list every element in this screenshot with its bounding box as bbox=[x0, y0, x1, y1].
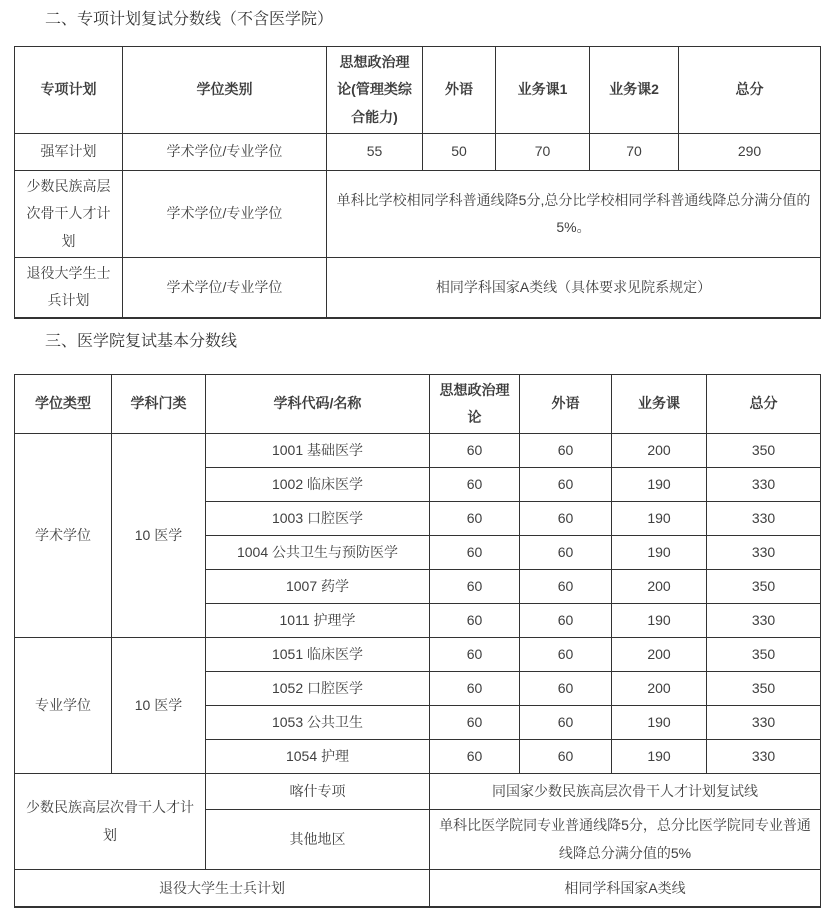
degree-category-cell: 学术学位/专业学位 bbox=[123, 134, 327, 171]
score-note-cell: 同国家少数民族高层次骨干人才计划复试线 bbox=[430, 774, 821, 810]
foreign-score-cell: 60 bbox=[520, 740, 612, 774]
col-header-degree-category: 学位类别 bbox=[123, 47, 327, 134]
col-header-special-plan: 专项计划 bbox=[15, 47, 123, 134]
col-header-foreign-language: 外语 bbox=[423, 47, 496, 134]
veteran-plan-label-cell: 退役大学生士兵计划 bbox=[15, 869, 430, 907]
col-header-total: 总分 bbox=[679, 47, 821, 134]
politics-score-cell: 60 bbox=[430, 706, 520, 740]
minority-plan-label-cell: 少数民族高层次骨干人才计划 bbox=[15, 774, 206, 870]
table-row-veteran bbox=[15, 869, 821, 907]
discipline-name-cell: 1003 口腔医学 bbox=[206, 502, 430, 536]
politics-score-cell: 60 bbox=[430, 740, 520, 774]
foreign-score-cell: 50 bbox=[423, 134, 496, 171]
total-score-cell: 330 bbox=[707, 502, 821, 536]
score-note-cell: 单科比医学院同专业普通线降5分，总分比医学院同专业普通线降总分满分值的5% bbox=[430, 810, 821, 870]
discipline-name-cell: 1002 临床医学 bbox=[206, 468, 430, 502]
region-cell: 其他地区 bbox=[206, 810, 430, 870]
course-score-cell: 200 bbox=[612, 638, 707, 672]
course-score-cell: 190 bbox=[612, 604, 707, 638]
table-row-professional-1051 bbox=[15, 638, 821, 672]
total-score-cell: 330 bbox=[707, 740, 821, 774]
discipline-name-cell: 1054 护理 bbox=[206, 740, 430, 774]
course-score-cell: 200 bbox=[612, 570, 707, 604]
col-header-discipline-code-name: 学科代码/名称 bbox=[206, 374, 430, 434]
discipline-name-cell: 1052 口腔医学 bbox=[206, 672, 430, 706]
course-score-cell: 190 bbox=[612, 502, 707, 536]
total-score-cell: 330 bbox=[707, 468, 821, 502]
table-row-minority bbox=[15, 171, 821, 258]
plan-name-cell: 强军计划 bbox=[15, 134, 123, 171]
foreign-score-cell: 60 bbox=[520, 706, 612, 740]
plan-name-cell: 退役大学生士兵计划 bbox=[15, 257, 123, 317]
degree-type-cell: 学术学位 bbox=[15, 434, 112, 638]
course-score-cell: 190 bbox=[612, 706, 707, 740]
score-note-cell: 相同学科国家A类线 bbox=[430, 869, 821, 907]
col-header-total: 总分 bbox=[707, 374, 821, 434]
foreign-score-cell: 60 bbox=[520, 604, 612, 638]
politics-score-cell: 60 bbox=[430, 536, 520, 570]
medical-table-header-row bbox=[15, 374, 821, 434]
discipline-name-cell: 1001 基础医学 bbox=[206, 434, 430, 468]
score-note-cell: 相同学科国家A类线（具体要求见院系规定） bbox=[327, 257, 821, 317]
course-score-cell: 190 bbox=[612, 468, 707, 502]
politics-score-cell: 60 bbox=[430, 502, 520, 536]
total-score-cell: 350 bbox=[707, 434, 821, 468]
discipline-name-cell: 1011 护理学 bbox=[206, 604, 430, 638]
total-score-cell: 290 bbox=[679, 134, 821, 171]
politics-score-cell: 60 bbox=[430, 672, 520, 706]
table-row-minority-kashgar bbox=[15, 774, 821, 810]
course1-score-cell: 70 bbox=[496, 134, 590, 171]
plan-name-cell: 少数民族高层次骨干人才计划 bbox=[15, 171, 123, 258]
table-row-academic-1001 bbox=[15, 434, 821, 468]
table-row-qiangjun bbox=[15, 134, 821, 171]
foreign-score-cell: 60 bbox=[520, 536, 612, 570]
col-header-course1: 业务课1 bbox=[496, 47, 590, 134]
course2-score-cell: 70 bbox=[590, 134, 679, 171]
discipline-category-cell: 10 医学 bbox=[112, 434, 206, 638]
discipline-name-cell: 1053 公共卫生 bbox=[206, 706, 430, 740]
total-score-cell: 330 bbox=[707, 536, 821, 570]
special-plan-score-table bbox=[14, 46, 821, 318]
col-header-course: 业务课 bbox=[612, 374, 707, 434]
col-header-degree-type: 学位类型 bbox=[15, 374, 112, 434]
degree-category-cell: 学术学位/专业学位 bbox=[123, 171, 327, 258]
col-header-foreign-language: 外语 bbox=[520, 374, 612, 434]
discipline-name-cell: 1004 公共卫生与预防医学 bbox=[206, 536, 430, 570]
foreign-score-cell: 60 bbox=[520, 672, 612, 706]
politics-score-cell: 60 bbox=[430, 604, 520, 638]
total-score-cell: 350 bbox=[707, 638, 821, 672]
degree-type-cell: 专业学位 bbox=[15, 638, 112, 774]
course-score-cell: 190 bbox=[612, 740, 707, 774]
foreign-score-cell: 60 bbox=[520, 570, 612, 604]
discipline-name-cell: 1051 临床医学 bbox=[206, 638, 430, 672]
politics-score-cell: 60 bbox=[430, 434, 520, 468]
col-header-politics: 思想政治理论(管理类综合能力) bbox=[327, 47, 423, 134]
total-score-cell: 330 bbox=[707, 604, 821, 638]
total-score-cell: 330 bbox=[707, 706, 821, 740]
politics-score-cell: 55 bbox=[327, 134, 423, 171]
foreign-score-cell: 60 bbox=[520, 502, 612, 536]
region-cell: 喀什专项 bbox=[206, 774, 430, 810]
politics-score-cell: 60 bbox=[430, 570, 520, 604]
politics-score-cell: 60 bbox=[430, 638, 520, 672]
degree-category-cell: 学术学位/专业学位 bbox=[123, 257, 327, 317]
score-note-cell: 单科比学校相同学科普通线降5分,总分比学校相同学科普通线降总分满分值的5%。 bbox=[327, 171, 821, 258]
col-header-discipline-category: 学科门类 bbox=[112, 374, 206, 434]
discipline-name-cell: 1007 药学 bbox=[206, 570, 430, 604]
foreign-score-cell: 60 bbox=[520, 638, 612, 672]
table-row-veteran bbox=[15, 257, 821, 317]
col-header-politics: 思想政治理论 bbox=[430, 374, 520, 434]
total-score-cell: 350 bbox=[707, 672, 821, 706]
foreign-score-cell: 60 bbox=[520, 434, 612, 468]
politics-score-cell: 60 bbox=[430, 468, 520, 502]
course-score-cell: 200 bbox=[612, 672, 707, 706]
discipline-category-cell: 10 医学 bbox=[112, 638, 206, 774]
course-score-cell: 200 bbox=[612, 434, 707, 468]
section-title-medical-school: 三、医学院复试基本分数线 bbox=[45, 332, 238, 350]
total-score-cell: 350 bbox=[707, 570, 821, 604]
course-score-cell: 190 bbox=[612, 536, 707, 570]
col-header-course2: 业务课2 bbox=[590, 47, 679, 134]
foreign-score-cell: 60 bbox=[520, 468, 612, 502]
medical-school-score-table bbox=[14, 374, 821, 909]
section-title-special-plan: 二、专项计划复试分数线（不含医学院） bbox=[45, 11, 334, 28]
special-table-header-row bbox=[15, 47, 821, 134]
